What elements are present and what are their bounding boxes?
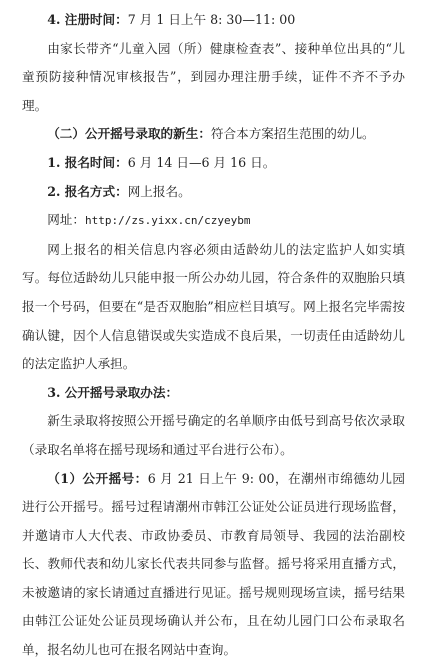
website-line <box>22 206 405 236</box>
website-label: 网址： <box>47 212 85 228</box>
registration-time-label: 4. 注册时间： <box>47 12 128 27</box>
registration-time-value: 7 月 1 日上午 8: 30—11: 00 <box>127 12 296 27</box>
signup-time-value: 6 月 14 日—6 月 16 日。 <box>127 154 276 170</box>
method-three-heading: 3. 公开摇号录取办法： <box>47 384 179 400</box>
signup-method-value: 网上报名。 <box>127 183 191 199</box>
website-url[interactable]: http://zs.yixx.cn/czyeybm <box>84 214 251 228</box>
lottery-paragraph <box>22 465 405 665</box>
registration-description: 由家长带齐“儿童入园（所）健康检查表”、接种单位出具的“儿童预防接种情况审核报告”，到园办理注册手续，证件不齐不予办理。 <box>22 40 405 113</box>
online-signup-description: 网上报名的相关信息内容必须由适龄幼儿的法定监护人如实填写。每位适龄幼儿只能申报一所公办幼儿园，符合条件的双胞胎只填报一个号码，但要在“是否双胞胎”相应栏目填写。网上报名完毕需按确认键，因个人信息错误或失实造成不良后果，一切责任由适龄幼儿的法定监护人承担。 <box>22 241 405 372</box>
lottery-value: 6 月 21 日上午 9: 00，在潮州市绵德幼儿园进行公开摇号。摇号过程请潮州市韩江公证处公证员进行现场监督，并邀请市人大代表、市政协委员、市教育局领导、我园的法治副校长、教师代表和幼儿家长代表共同参与监督。摇号将采用直播方式，未被邀请的家长请通过直播进行见证。摇号规则现场宣读，摇号结果由韩江公证处公证员现场确认并公布，且在幼儿园门口公布录取名单，报名幼儿也可在报名网站中查询。 <box>22 470 405 658</box>
section-two-line <box>22 120 405 149</box>
admission-description: 新生录取将按照公开摇号确定的名单顺序由低号到高号依次录取（录取名单将在摇号现场和通过平台进行公布）。 <box>22 413 405 457</box>
section-two-label: （二）公开摇号录取的新生： <box>47 126 211 142</box>
lottery-label: （1）公开摇号： <box>47 470 148 486</box>
section-two-value: 符合本方案招生范围的幼儿。 <box>210 126 375 142</box>
signup-time-label: 1. 报名时间： <box>47 154 128 170</box>
registration-time-line <box>22 6 405 35</box>
signup-method-label: 2. 报名方式： <box>47 183 128 199</box>
signup-method-line <box>22 178 405 207</box>
signup-time-line <box>22 149 405 178</box>
